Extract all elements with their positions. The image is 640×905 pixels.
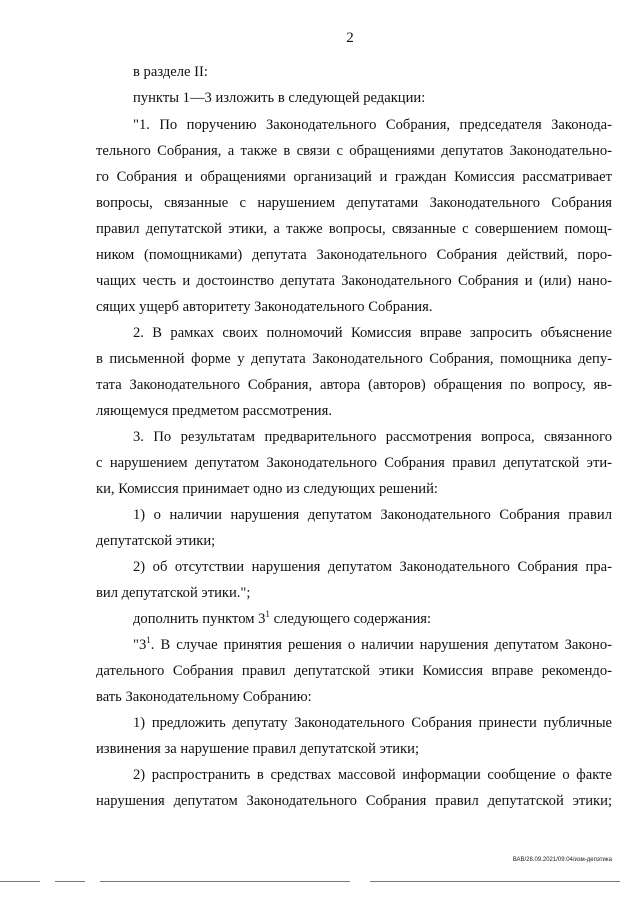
text-line: "1. По поручению Законодательного Собрания, председателя Законода- bbox=[133, 117, 612, 133]
text-line: с нарушением депутатом Законодательного Собрания правил депутатской эти- bbox=[96, 455, 612, 471]
text-line: тельного Собрания, а также в связи с обращениями депутатов Законодательно- bbox=[96, 143, 612, 159]
text-line: 1) предложить депутату Законодательного Собрания принести публичные bbox=[133, 715, 612, 731]
text-line: вил депутатской этики."; bbox=[96, 585, 251, 601]
text-line: 3. По результатам предварительного рассмотрения вопроса, связанного bbox=[133, 429, 612, 445]
text-line bbox=[133, 609, 612, 629]
text-line: 2) об отсутствии нарушения депутатом Законодательного Собрания пра- bbox=[133, 559, 612, 575]
scan-edge-line bbox=[0, 881, 40, 882]
text-line: 1) о наличии нарушения депутатом Законодательного Собрания правил bbox=[133, 507, 612, 523]
text-line: в письменной форме у депутата Законодательного Собрания, помощника депу- bbox=[96, 351, 612, 367]
superscript: 1 bbox=[265, 609, 270, 619]
text-fragment: "3 bbox=[133, 637, 147, 653]
footer-stamp: ВАВ/28.09.2021/09:04/изм-депэтика bbox=[512, 857, 612, 863]
text-line: ником (помощниками) депутата Законодательного Собрания действий, поро- bbox=[96, 247, 612, 263]
scan-edge-line bbox=[55, 881, 85, 882]
page-number: 2 bbox=[346, 30, 354, 46]
text-fragment: дополнить пунктом 3 bbox=[133, 611, 266, 627]
text-line: 2. В рамках своих полномочий Комиссия вправе запросить объяснение bbox=[133, 325, 612, 341]
text-line: вать Законодательному Собранию: bbox=[96, 689, 312, 705]
text-line: извинения за нарушение правил депутатской этики; bbox=[96, 741, 420, 757]
text-line: го Собрания и обращениями организаций и граждан Комиссия рассматривает bbox=[96, 169, 612, 185]
text-line: в разделе II: bbox=[133, 64, 208, 80]
text-line: правил депутатской этики, а также вопросы, связанные с совершением помощ- bbox=[96, 221, 612, 237]
scan-edge-line bbox=[100, 881, 350, 882]
text-fragment: следующего содержания: bbox=[273, 611, 432, 627]
text-line: нарушения депутатом Законодательного Собрания правил депутатской этики; bbox=[96, 793, 612, 809]
text-line: тата Законодательного Собрания, автора (авторов) обращения по вопросу, яв- bbox=[96, 377, 612, 393]
text-line: дательного Собрания правил депутатской этики Комиссия вправе рекомендо- bbox=[96, 663, 612, 679]
text-line: ляющемуся предметом рассмотрения. bbox=[96, 403, 332, 419]
superscript: 1 bbox=[146, 635, 151, 645]
text-line bbox=[133, 635, 612, 655]
text-line: депутатской этики; bbox=[96, 533, 216, 549]
text-line: чащих честь и достоинство депутата Законодательного Собрания и (или) нано- bbox=[96, 273, 612, 289]
text-line: вопросы, связанные с нарушением депутатами Законодательного Собрания bbox=[96, 195, 612, 211]
scan-edge-line bbox=[370, 881, 620, 882]
text-fragment: . В случае принятия решения о наличии нарушения депутатом Законо- bbox=[150, 637, 612, 653]
text-line: 2) распространить в средствах массовой информации сообщение о факте bbox=[133, 767, 612, 783]
text-line: ки, Комиссия принимает одно из следующих решений: bbox=[96, 481, 438, 497]
text-line: пункты 1—3 изложить в следующей редакции: bbox=[133, 90, 426, 106]
text-line: сящих ущерб авторитету Законодательного Собрания. bbox=[96, 299, 433, 315]
